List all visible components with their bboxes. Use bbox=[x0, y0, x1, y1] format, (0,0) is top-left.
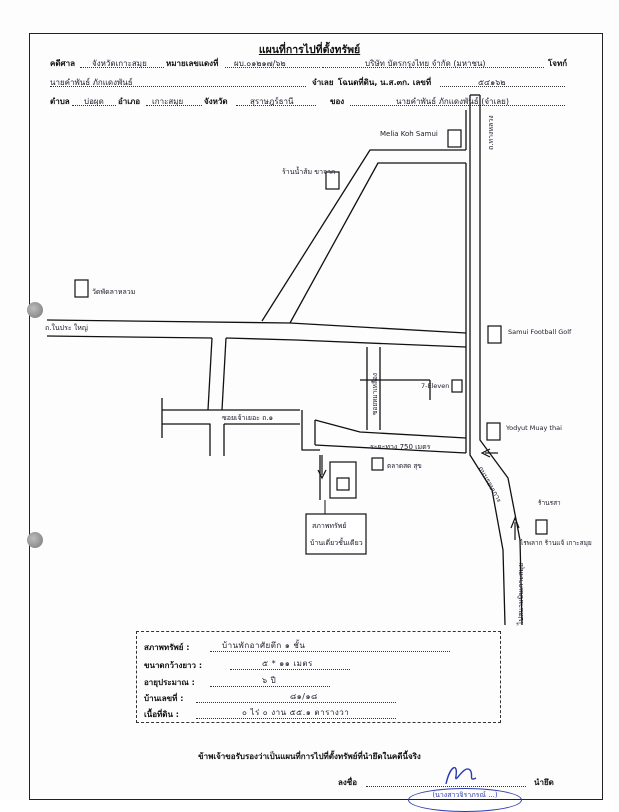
route-west-edge bbox=[302, 410, 320, 450]
sign-label: ลงชื่อ bbox=[338, 778, 358, 787]
callout-line-2: บ้านเดี่ยวชั้นเดียว bbox=[310, 539, 363, 547]
map-label-seven-eleven: 7-Eleven bbox=[421, 382, 450, 390]
sign-suffix: นำยึด bbox=[534, 778, 554, 787]
map-label-temple: วัดพัดลาหลวม bbox=[92, 288, 136, 296]
size-label: ขนาดกว้างยาว : bbox=[144, 661, 203, 670]
property-callout-box bbox=[306, 514, 366, 554]
ring-road-east-edge bbox=[480, 95, 522, 625]
land-area-label: เนื้อที่ดิน : bbox=[144, 710, 179, 719]
map-label-distance: ระยะทาง 750 เมตร bbox=[370, 443, 431, 451]
owner-label: ของ bbox=[330, 97, 345, 106]
map-label-shell: ร้านรสา bbox=[538, 499, 561, 507]
landmark-box bbox=[536, 520, 547, 534]
district-value: เกาะสมุย bbox=[152, 97, 184, 106]
route-to-ring-road bbox=[315, 420, 466, 438]
map-label-market: ตลาดสด สุข bbox=[387, 462, 422, 470]
map-label-soi-vertical: ซอยหมาเหลือง bbox=[371, 373, 379, 415]
diagonal-road-east-edge bbox=[290, 163, 466, 323]
map-label-main-road: ถ.ในประ ใหญ่ bbox=[45, 324, 88, 332]
left-road-east-edge bbox=[222, 338, 226, 410]
signature-name: (นางสาวจิราภรณ์ ...) bbox=[432, 791, 498, 799]
soi-road-south-edge bbox=[162, 424, 210, 456]
size-value: ๕ * ๑๑ เมตร bbox=[262, 659, 313, 668]
property-marker bbox=[337, 478, 349, 490]
province-value: สุราษฎร์ธานี bbox=[250, 97, 294, 106]
landmark-box bbox=[488, 326, 501, 343]
map-label-shop-right: ไรพลาก ร้านแจ้ เกาะสมุย bbox=[520, 539, 592, 547]
age-value: ๖ ปี bbox=[262, 676, 277, 685]
deed-value: ๕๔๑๖๒ bbox=[478, 78, 506, 87]
certification-statement: ข้าพเจ้าขอรับรองว่าเป็นแผนที่การไปที่ตั้งทรัพย์ที่นำยึดในคดีนี้จริง bbox=[198, 752, 421, 761]
map-label-samui-football: Samui Football Golf bbox=[508, 328, 572, 336]
province-label: จังหวัด bbox=[204, 97, 228, 106]
left-road-west-edge bbox=[208, 338, 212, 410]
house-no-label: บ้านเลขที่ : bbox=[144, 694, 184, 703]
map-label-shop-upper: ร้านน้ำส้ม ขาจาก bbox=[282, 168, 336, 176]
owner-value: นายคำพันธ์ ภักแดงพันธ์ (จำเลย) bbox=[396, 97, 509, 106]
ring-road-west-edge bbox=[470, 95, 505, 625]
defendant-role: จำเลย bbox=[312, 78, 334, 87]
subdistrict-value: บ่อผุด bbox=[84, 97, 104, 106]
plaintiff-suffix: โจทก์ bbox=[548, 59, 568, 68]
court-value: จังหวัดเกาะสมุย bbox=[92, 59, 147, 68]
landmark-box bbox=[487, 423, 500, 440]
map-label-road-bottom: ไปสนามบินเกาะสมุย bbox=[517, 562, 525, 625]
land-area-value: ๐ ไร่ ๐ งาน ๕๕.๑ ตารางวา bbox=[242, 708, 350, 717]
map-label-soi-horizontal: ซอยเจ้าเยอะ ถ.๑ bbox=[222, 414, 274, 422]
landmark-box bbox=[448, 130, 461, 147]
defendant-value: นายคำพันธ์ ภักแดงพันธ์ bbox=[50, 78, 133, 87]
landmark-box bbox=[372, 458, 383, 470]
landmark-box bbox=[452, 380, 462, 392]
court-label: คดีศาล bbox=[50, 59, 76, 68]
age-label: อายุประมาณ : bbox=[144, 678, 195, 687]
house-no-value: ๘๑/๑๘ bbox=[290, 692, 318, 701]
subdistrict-label: ตำบล bbox=[50, 97, 70, 106]
case-value: ผบ.๐๑๒๑๗/๖๒ bbox=[234, 59, 286, 68]
main-road-upper-edge bbox=[47, 320, 466, 333]
main-road-lower-edge bbox=[47, 336, 212, 338]
deed-label: โฉนดที่ดิน, น.ส.๓ก. เลขที่ bbox=[338, 78, 432, 87]
condition-label: สภาพทรัพย์ : bbox=[144, 643, 190, 652]
map-label-yodyut: Yodyut Muay thai bbox=[506, 424, 562, 432]
signature-name-stamp bbox=[408, 788, 522, 812]
district-label: อำเภอ bbox=[118, 97, 141, 106]
map-label-right-road: ถนนรอบเกาะ bbox=[476, 465, 504, 505]
map-label-melia: Melia Koh Samui bbox=[380, 130, 438, 138]
document-title: แผนที่การไปที่ตั้งทรัพย์ bbox=[258, 44, 361, 56]
map-label-north-road: ถ.ทางหลวง bbox=[487, 115, 495, 150]
case-label: หมายเลขแดงที่ bbox=[166, 59, 219, 68]
main-road-lower-edge bbox=[226, 338, 466, 347]
landmark-box bbox=[75, 280, 88, 297]
plaintiff-value: บริษัท บัตรกรุงไทย จำกัด (มหาชน) bbox=[365, 59, 486, 68]
handwritten-signature bbox=[440, 760, 480, 790]
callout-line-1: สภาพทรัพย์ bbox=[312, 522, 347, 530]
condition-value: บ้านพักอาศัยตึก ๑ ชั้น bbox=[222, 641, 306, 650]
